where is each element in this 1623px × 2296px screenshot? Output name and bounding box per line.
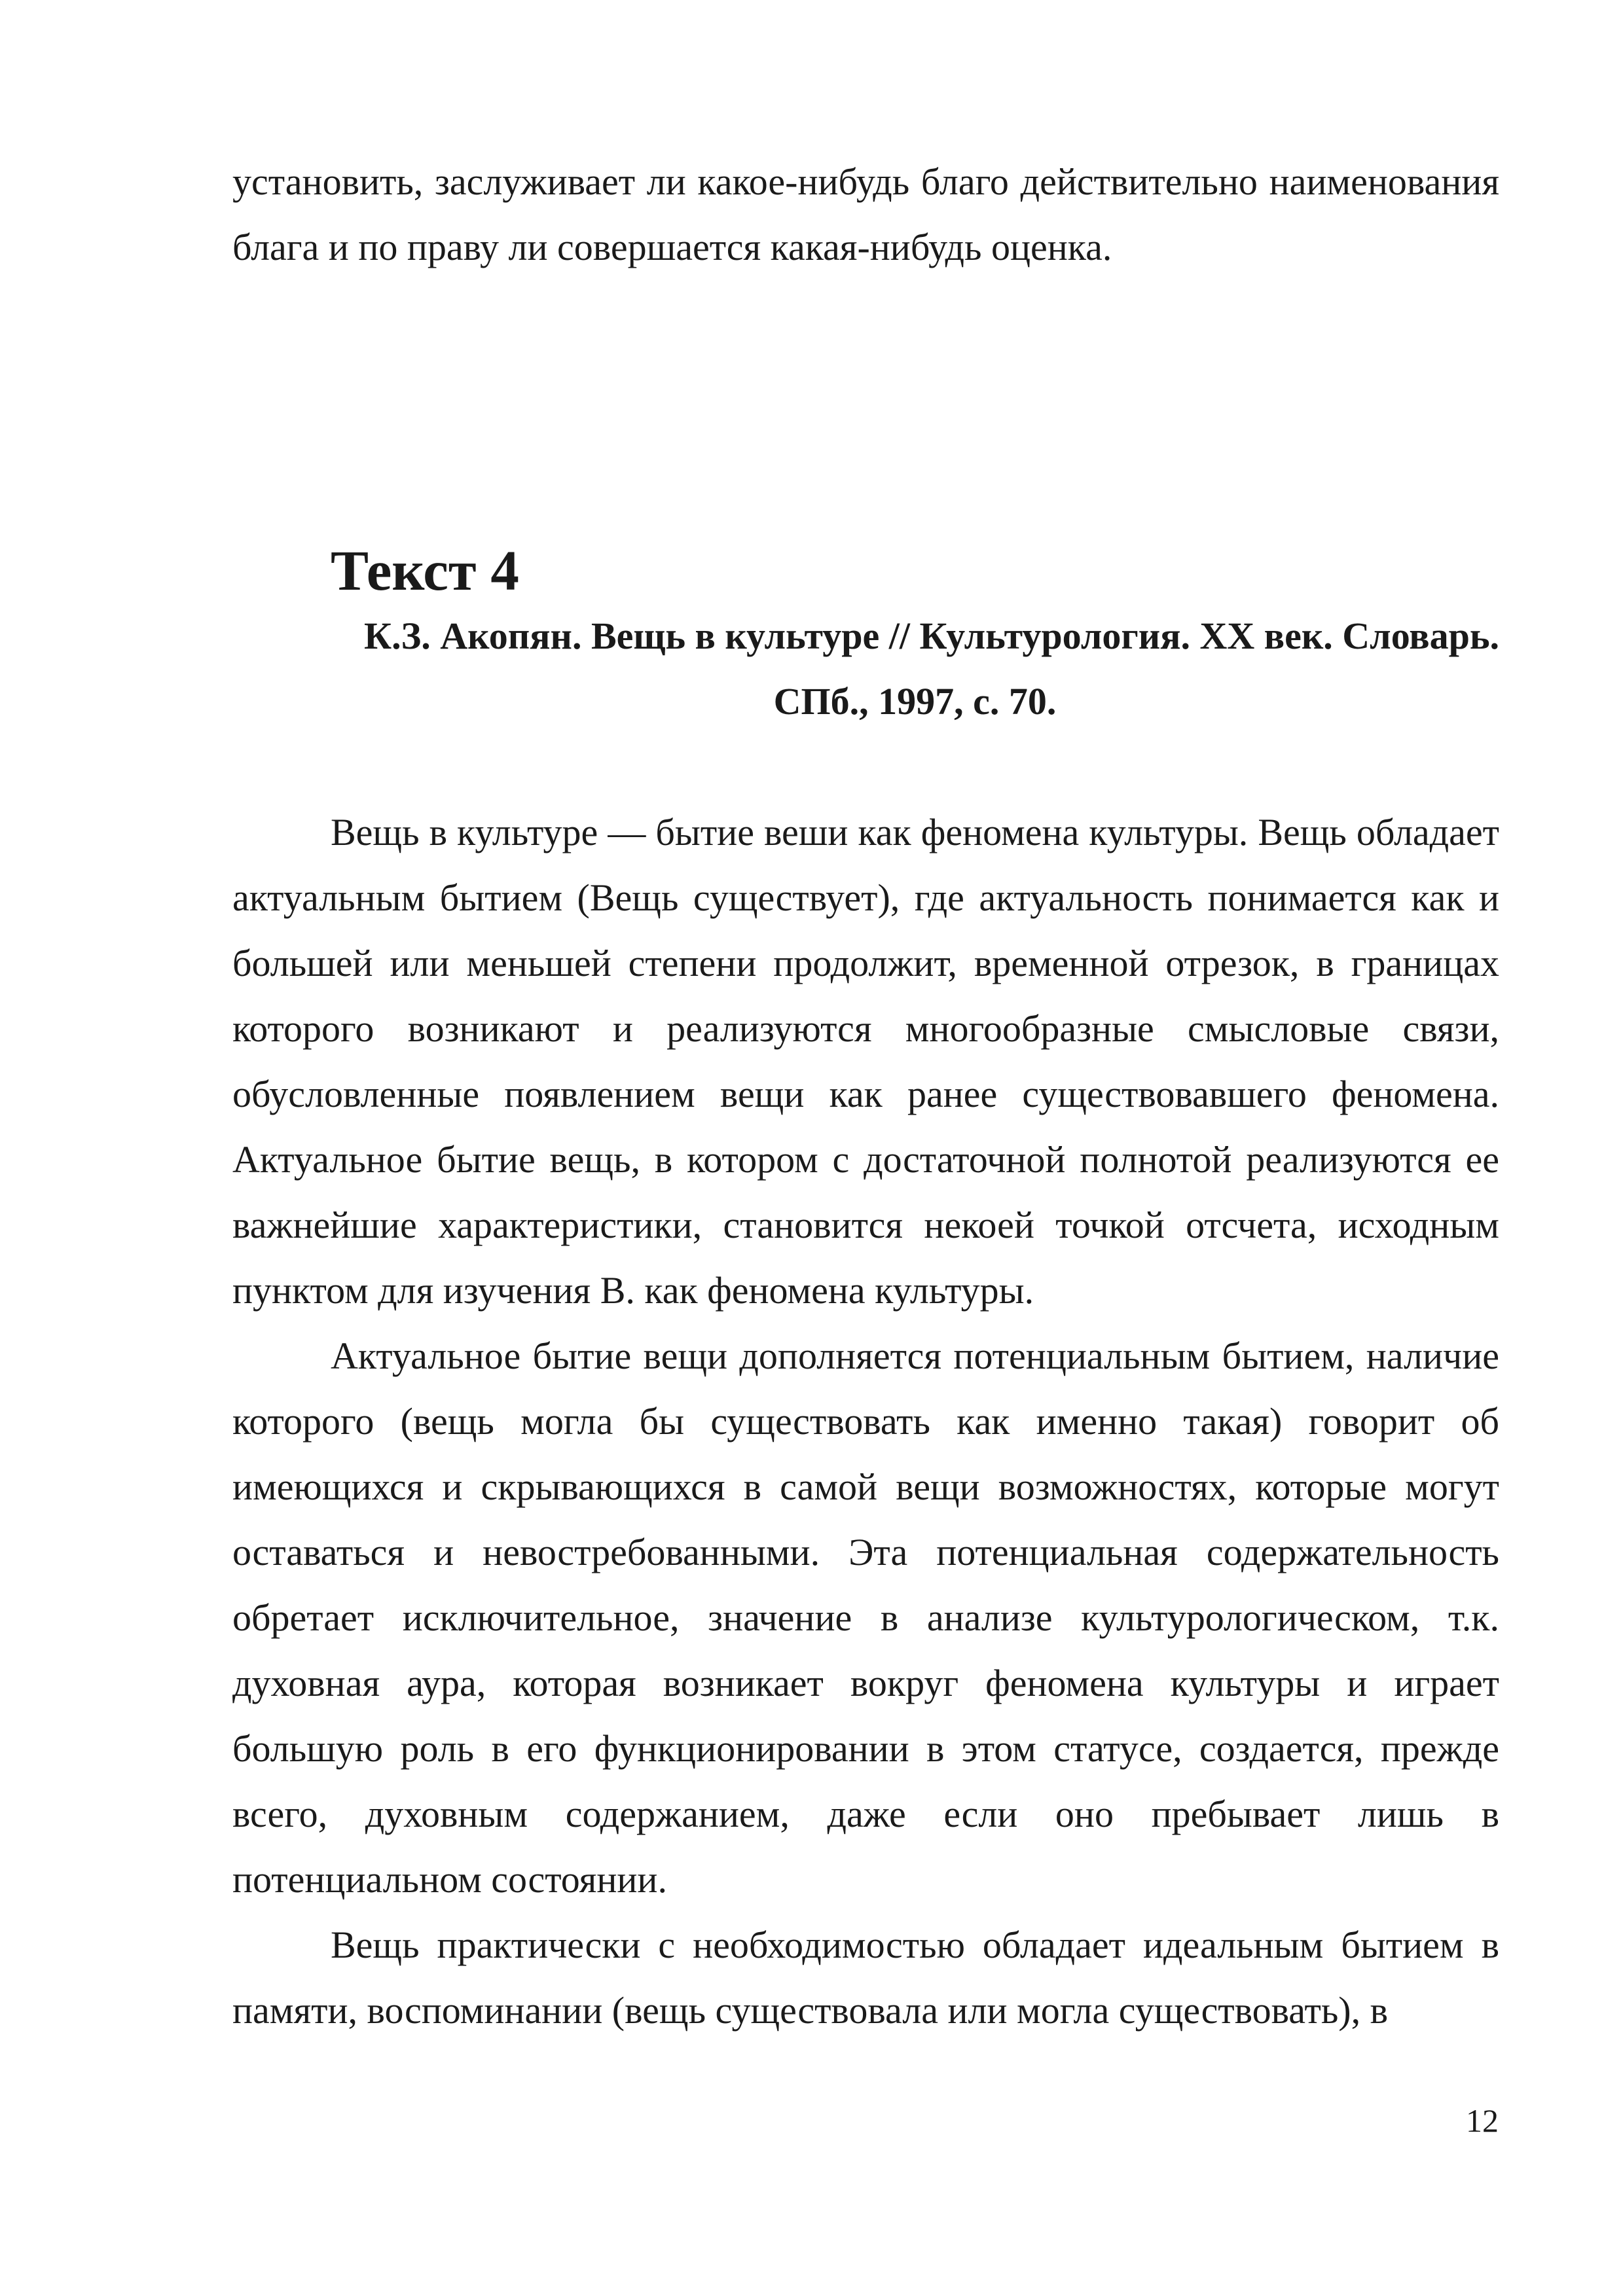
section-title: Текст 4 bbox=[331, 539, 519, 602]
citation-heading bbox=[232, 603, 1499, 734]
page-number: 12 bbox=[1466, 2102, 1499, 2139]
body-paragraph-3: Вещь практически с необходимостью обладает идеальным бытием в памяти, воспоминании (вещь существовала или могла существовать), в bbox=[232, 1924, 1499, 2032]
body-paragraph-2: Актуальное бытие вещи дополняется потенциальным бытием, наличие которого (вещь могла бы существовать как именно такая) говорит об имеющихся и скрывающихся в самой вещи возможностях, которые могут оставаться и невостребованными. Эта потенциальная содержательность обретает исключительное, значение в анализе культурологическом, т.к. духовная аура, которая возникает вокруг феномена культуры и играет большую роль в его функционировании в этом статусе, создается, прежде всего, духовным содержанием, даже если оно пребывает лишь в потенциальном состоянии. bbox=[232, 1335, 1499, 1901]
body-paragraph-1: Вещь в культуре — бытие веши как феномена культуры. Вещь обладает актуальным бытием (Вещь существует), где актуальность понимается как и большей или меньшей степени продолжит, временной отрезок, в границах которого возникают и реализуются многообразные смысловые связи, обусловленные появлением вещи как ранее существовавшего феномена. Актуальное бытие вещь, в котором с достаточной полнотой реализуются ее важнейшие характеристики, становится некоей точкой отсчета, исходным пунктом для изучения В. как феномена культуры. bbox=[232, 811, 1499, 1312]
continuation-paragraph: установить, заслуживает ли какое-нибудь благо действительно наименования блага и по праву ли совершается какая-нибудь оценка. bbox=[232, 160, 1499, 268]
body-text bbox=[232, 800, 1499, 2043]
citation-line-1: К.З. Акопян. Вещь в культуре // Культурология. XX век. Словарь. bbox=[364, 615, 1499, 657]
citation-line-2: СПб., 1997, с. 70. bbox=[773, 680, 1057, 723]
continuation-text bbox=[232, 149, 1499, 280]
